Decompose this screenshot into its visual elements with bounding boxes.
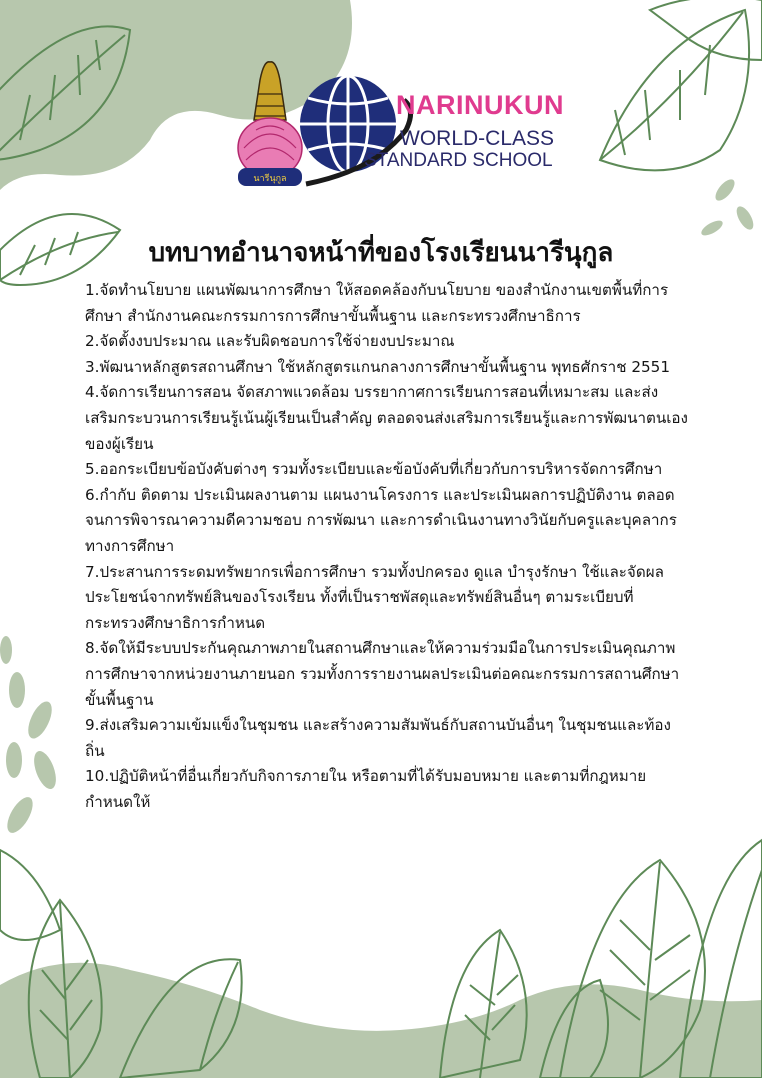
list-item: 9.ส่งเสริมความเข้มแข็งในชุมชน และสร้างความสัมพันธ์กับสถานบันอื่นๆ ในชุมชนและท้องถิ่น [85, 716, 671, 760]
list-item: 3.พัฒนาหลักสูตรสถานศึกษา ใช้หลักสูตรแกนกลางการศึกษาขั้นพื้นฐาน พุทธศักราช 2551 [85, 357, 670, 376]
list-item: 2.จัดตั้งงบประมาณ และรับผิดชอบการใช้จ่ายงบประมาณ [85, 332, 455, 351]
brand-tagline-top: WORLD-CLASS [400, 127, 555, 150]
list-item: 4.จัดการเรียนการสอน จัดสภาพแวดล้อม บรรยากาศการเรียนการสอนที่เหมาะสม และส่งเสริมกระบวนการเรียนรู้เน้นผู้เรียนเป็นสำคัญ ตลอดจนส่งเสริมการเรียนรู้และการพัฒนาตนเองของผู้เรียน [85, 383, 688, 453]
school-seal-icon [238, 62, 302, 186]
list-item: 10.ปฏิบัติหน้าที่อื่นเกี่ยวกับกิจการภายใน หรือตามที่ได้รับมอบหมาย และตามที่กฎหมายกำหนดให้ [85, 767, 647, 811]
page-title: บทบาทอำนาจหน้าที่ของโรงเรียนนารีนุกูล [148, 238, 614, 269]
list-item: 5.ออกระเบียบข้อบังคับต่างๆ รวมทั้งระเบียบและข้อบังคับที่เกี่ยวกับการบริหารจัดการศึกษา [85, 460, 663, 479]
list-item: 6.กำกับ ติดตาม ประเมินผลงานตาม แผนงานโครงการ และประเมินผลการปฏิบัติงาน ตลอดจนการพิจารณาความดีความชอบ การพัฒนา และการดำเนินงานทางวินัยกับครูและบุคลากรทางการศึกษา [85, 485, 677, 555]
brand-tagline-bottom: STANDARD SCHOOL [364, 150, 553, 171]
seal-text: นารีนุกูล [253, 174, 287, 184]
list-item: 1.จัดทำนโยบาย แผนพัฒนาการศึกษา ให้สอดคล้องกับนโยบาย ของสำนักงานเขตพื้นที่การศึกษา สำนักงานคณะกรรมการการศึกษาขั้นพื้นฐาน และกระทรวงศึกษาธิการ [85, 281, 669, 325]
list-item: 7.ประสานการระดมทรัพยากรเพื่อการศึกษา รวมทั้งปกครอง ดูแล บำรุงรักษา ใช้และจัดผลประโยชน์จากทรัพย์สินของโรงเรียน ทั้งที่เป็นราชพัสดุและทรัพย์สินอื่นๆ ตามระเบียบที่กระทรวงศึกษาธิการกำหนด [85, 562, 664, 632]
duties-list [85, 278, 690, 815]
brand-name: NARINUKUN [396, 90, 564, 120]
list-item: 8.จัดให้มีระบบประกันคุณภาพภายในสถานศึกษาและให้ความร่วมมือในการประเมินคุณภาพการศึกษาจากหน่วยงานภายนอก รวมทั้งการรายงานผลประเมินต่อคณะกรรมการสถานศึกษาขั้นพื้นฐาน [85, 639, 680, 709]
